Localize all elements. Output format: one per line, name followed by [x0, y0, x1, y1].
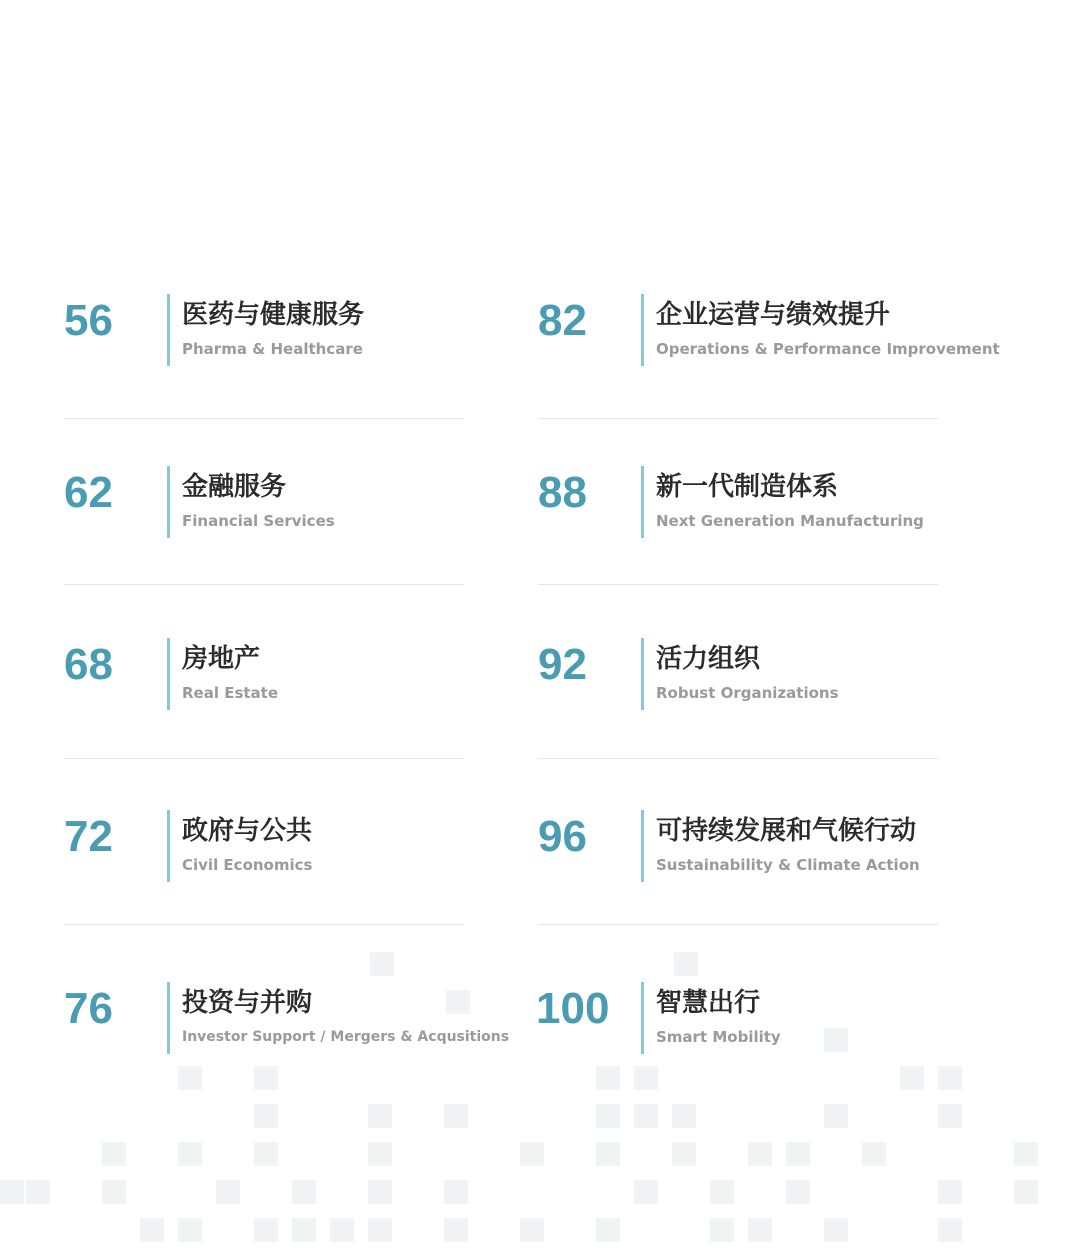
accent-bar — [167, 810, 170, 882]
chapter-title-en: Sustainability & Climate Action — [656, 856, 920, 874]
chapter-title-cn: 新一代制造体系 — [656, 472, 839, 502]
divider — [64, 758, 464, 759]
toc-entry-pharma-healthcare[interactable] — [64, 294, 484, 370]
divider — [64, 584, 464, 585]
chapter-title-cn: 智慧出行 — [656, 988, 761, 1018]
chapter-title-en: Operations & Performance Improvement — [656, 340, 1000, 358]
chapter-title-en: Investor Support / Mergers & Acqusitions — [182, 1029, 510, 1045]
chapter-title-cn: 企业运营与绩效提升 — [656, 300, 891, 330]
toc-entry-smart-mobility[interactable] — [538, 982, 1018, 1058]
chapter-title-cn: 医药与健康服务 — [182, 300, 365, 330]
toc-entry-investor-support[interactable] — [64, 982, 524, 1058]
toc-entry-robust-organizations[interactable] — [538, 638, 1018, 714]
chapter-title-cn: 房地产 — [182, 644, 261, 674]
chapter-title-en: Real Estate — [182, 684, 279, 702]
chapter-title-en: Smart Mobility — [656, 1028, 781, 1046]
accent-bar — [641, 982, 644, 1054]
page-number: 76 — [64, 984, 113, 1033]
page-number: 82 — [538, 296, 587, 345]
accent-bar — [167, 466, 170, 538]
chapter-title-cn: 金融服务 — [182, 472, 287, 502]
divider — [538, 584, 938, 585]
chapter-title-cn: 可持续发展和气候行动 — [656, 816, 917, 846]
toc-entry-real-estate[interactable] — [64, 638, 484, 714]
chapter-title-en: Pharma & Healthcare — [182, 340, 363, 358]
chapter-title-cn: 活力组织 — [656, 644, 761, 674]
chapter-title-en: Next Generation Manufacturing — [656, 512, 924, 530]
page-number: 92 — [538, 640, 587, 689]
accent-bar — [641, 810, 644, 882]
chapter-title-en: Financial Services — [182, 512, 335, 530]
chapter-title-cn: 投资与并购 — [182, 988, 313, 1018]
divider — [538, 924, 938, 925]
toc-entry-manufacturing[interactable] — [538, 466, 1018, 542]
page-number: 56 — [64, 296, 113, 345]
toc-entry-civil-economics[interactable] — [64, 810, 484, 886]
page-number: 100 — [536, 984, 610, 1033]
chapter-title-en: Robust Organizations — [656, 684, 839, 702]
divider — [538, 758, 938, 759]
page-number: 68 — [64, 640, 113, 689]
toc-entry-sustainability[interactable] — [538, 810, 1018, 886]
chapter-title-en: Civil Economics — [182, 856, 313, 874]
accent-bar — [167, 638, 170, 710]
page-number: 62 — [64, 468, 113, 517]
toc-entry-operations[interactable] — [538, 294, 1018, 370]
accent-bar — [641, 638, 644, 710]
chapter-title-cn: 政府与公共 — [182, 816, 313, 846]
page-number: 72 — [64, 812, 113, 861]
accent-bar — [641, 466, 644, 538]
page-number: 96 — [538, 812, 587, 861]
accent-bar — [167, 982, 170, 1054]
accent-bar — [167, 294, 170, 366]
toc-entry-financial-services[interactable] — [64, 466, 484, 542]
divider — [538, 418, 938, 419]
divider — [64, 924, 464, 925]
page-number: 88 — [538, 468, 587, 517]
divider — [64, 418, 464, 419]
accent-bar — [641, 294, 644, 366]
